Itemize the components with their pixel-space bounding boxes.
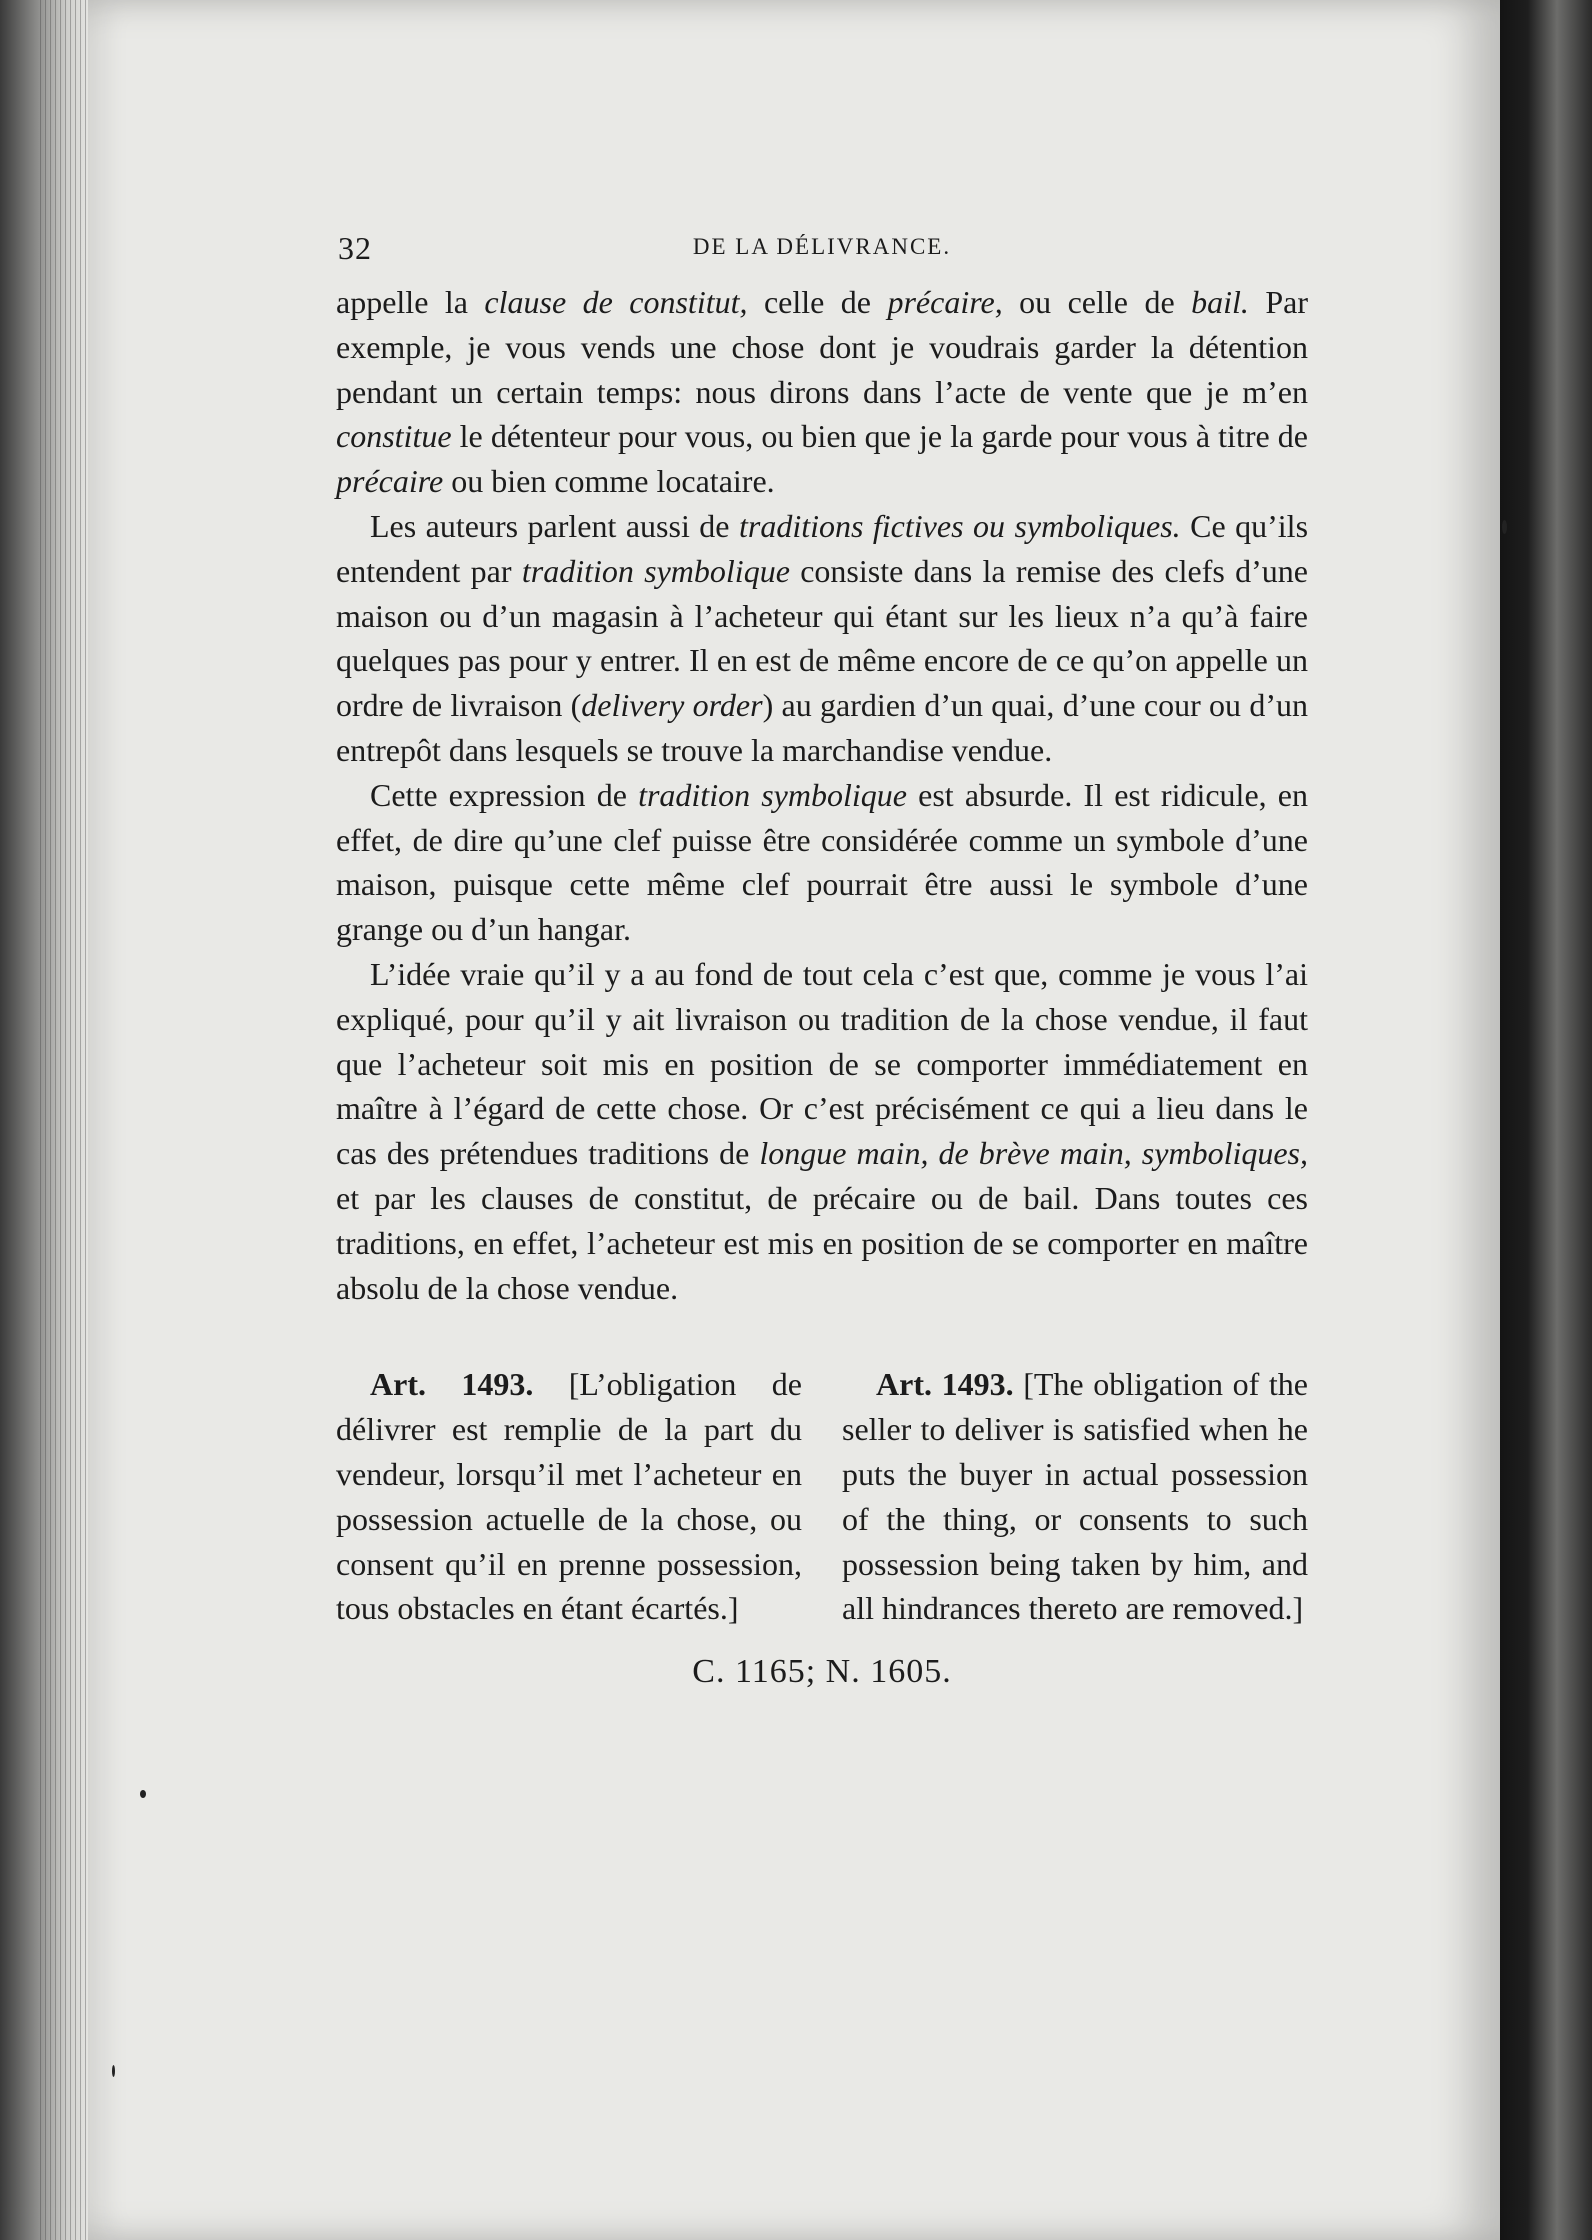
body-paragraph xyxy=(336,773,1308,952)
text-run: appelle la xyxy=(336,284,485,320)
italic-text: constitue xyxy=(336,418,452,455)
text-run: Cette expression de xyxy=(370,776,639,813)
italic-text: tradition symbolique xyxy=(638,776,907,813)
scan-speck xyxy=(1502,520,1507,534)
page-number: 32 xyxy=(338,230,372,266)
italic-text: longue main, de brève main, symboliques, xyxy=(759,1135,1309,1172)
text-run: ou celle de xyxy=(1002,284,1192,320)
body-paragraph xyxy=(336,504,1308,773)
text-run: celle de xyxy=(747,284,888,320)
page-edge-lines xyxy=(40,0,90,2240)
text-run: consiste dans la remise des clefs d’une maison ou d’un magasin à l’acheteur qui étant sur les lieux n’a qu’à faire quelques pas pour y entrer. Il en est de même encore de ce qu’on appelle un ordre de livraison ( xyxy=(336,552,1309,724)
body-paragraph xyxy=(336,952,1308,1310)
text-run: est absurde. Il est ridicule, en effet, de dire qu’une clef puisse être considérée comme un symbole d’une maison, puisque cette même clef pourrait être aussi le symbole d’une grange ou d’un hangar. xyxy=(336,776,1309,948)
article-english xyxy=(842,1362,1308,1631)
text-run: Par exemple, je vous vends une chose dont je voudrais garder la détention pendant un certain temps: nous dirons dans l’acte de vente que je m’en xyxy=(336,284,1309,410)
text-run: ) au gardien d’un quai, d’une cour ou d’un entrepôt dans lesquels se trouve la marchandise vendue. xyxy=(336,687,1309,768)
text-run: le détenteur pour vous, ou bien que je la garde pour vous à titre de xyxy=(451,418,1308,455)
article-label-english: Art. 1493. xyxy=(876,1366,1014,1403)
text-run: Ce qu’ils entendent par xyxy=(336,507,1309,589)
italic-text: traditions fictives ou symboliques. xyxy=(738,507,1181,544)
body-text xyxy=(336,280,1308,1310)
article-columns xyxy=(336,1362,1308,1631)
article-label-french: Art. 1493. xyxy=(370,1366,534,1403)
italic-text: delivery order xyxy=(581,687,763,724)
running-head xyxy=(336,222,1308,272)
article-text-french: [L’obligation de délivrer est remplie de la part du vendeur, lorsqu’il met l’acheteur en possession actuelle de la chose, ou consent qu’il en prenne possession, tous obstacles en étant écartés.] xyxy=(336,1366,803,1627)
italic-text: bail. xyxy=(1191,284,1249,320)
italic-text: tradition symbolique xyxy=(521,552,790,589)
italic-text: précaire, xyxy=(887,284,1003,320)
article-french xyxy=(336,1362,802,1631)
text-run: et par les clauses de constitut, de précaire ou de bail. Dans toutes ces traditions, en effet, l’acheteur est mis en position de se comporter en maître absolu de la chose vendue. xyxy=(336,1179,1308,1306)
body-paragraph xyxy=(336,280,1308,504)
text-run: Les auteurs parlent aussi de xyxy=(370,507,739,544)
scan-speck xyxy=(112,2065,115,2077)
concordance-citation: C. 1165; N. 1605. xyxy=(692,1653,952,1691)
page-content xyxy=(336,222,1308,1691)
article-text-english: [The obligation of the seller to deliver is satisfied when he puts the buyer in actual possession of the thing, or consents to such possession being taken by him, and all hindrances thereto are removed.] xyxy=(842,1366,1309,1627)
text-run: L’idée vraie qu’il y a au fond de tout cela c’est que, comme je vous l’ai expliqué, pour qu’il y ait livraison ou tradition de la chose vendue, il faut que l’acheteur soit mis en position de se comporter immédiatement en maître à l’égard de cette chose. Or c’est précisément ce qui a lieu dans le cas des prétendues traditions de xyxy=(336,955,1308,1172)
italic-text: clause de constitut, xyxy=(484,284,748,320)
italic-text: précaire xyxy=(336,463,444,500)
scan-speck xyxy=(140,1790,146,1798)
text-run: ou bien comme locataire. xyxy=(443,463,775,500)
book-binding-right xyxy=(1500,0,1592,2240)
running-title: DE LA DÉLIVRANCE. xyxy=(692,234,952,259)
